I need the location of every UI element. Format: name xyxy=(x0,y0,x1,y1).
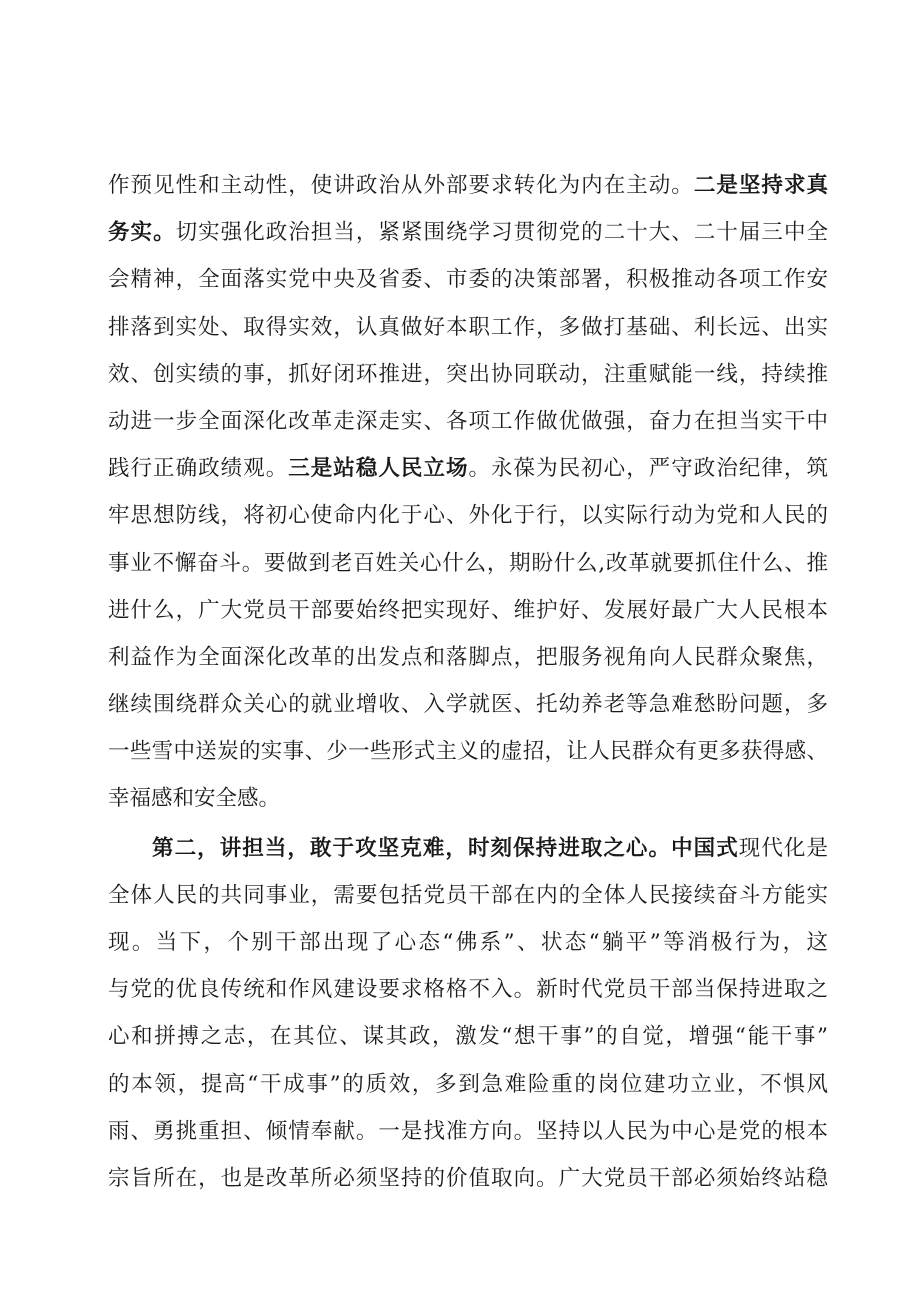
text-line: 利益作为全面深化改革的出发点和落脚点，把服务视角向人民群众聚焦， xyxy=(108,644,828,670)
paragraph-1 xyxy=(108,162,828,823)
text-line: 牢思想防线，将初心使命内化于心、外化于行，以实际行动为党和人民的 xyxy=(108,503,828,529)
text-line: 践行正确政绩观。三是站稳人民立场。永葆为民初心，严守政治纪律，筑 xyxy=(108,456,828,482)
document-body xyxy=(108,162,828,1202)
text-line: 的本领，提高“干成事”的质效，多到急难险重的岗位建功立业，不惧风 xyxy=(108,1071,828,1097)
text-line: 事业不懈奋斗。要做到老百姓关心什么，期盼什么,改革就要抓住什么、推 xyxy=(108,550,828,576)
text-line: 务实。切实强化政治担当，紧紧围绕学习贯彻党的二十大、二十届三中全 xyxy=(108,220,828,246)
bold-heading: 二是坚持求真 xyxy=(693,173,828,198)
text-line: 宗旨所在，也是改革所必须坚持的价值取向。广大党员干部必须始终站稳 xyxy=(108,1165,828,1191)
bold-heading: 务实。 xyxy=(108,220,176,246)
text-line: 会精神，全面落实党中央及省委、市委的决策部署，积极推动各项工作安 xyxy=(108,267,828,293)
text-line: 第二，讲担当，敢于攻坚克难，时刻保持进取之心。中国式现代化是 xyxy=(152,835,828,861)
text-line: 效、创实绩的事，抓好闭环推进，突出协同联动，注重赋能一线，持续推 xyxy=(108,361,828,387)
bold-heading: 三是站稳人民立场 xyxy=(288,456,469,482)
text-line: 雨、勇挑重担、倾情奉献。一是找准方向。坚持以人民为中心是党的根本 xyxy=(108,1118,828,1144)
text-line: 进什么，广大党员干部要始终把实现好、维护好、发展好最广大人民根本 xyxy=(108,597,828,623)
text-line: 一些雪中送炭的实事、少一些形式主义的虚招，让人民群众有更多获得感、 xyxy=(108,739,828,765)
text-line: 作预见性和主动性，使讲政治从外部要求转化为内在主动。二是坚持求真 xyxy=(108,173,828,198)
text-line: 动进一步全面深化改革走深走实、各项工作做优做强，奋力在担当实干中 xyxy=(108,408,828,434)
text-line: 心和拼搏之志，在其位、谋其政，激发“想干事”的自觉，增强“能干事” xyxy=(108,1024,828,1050)
text-line: 现。当下，个别干部出现了心态“佛系”、状态“躺平”等消极行为，这 xyxy=(108,930,828,955)
paragraph-2 xyxy=(108,825,828,1203)
text-line: 全体人民的共同事业，需要包括党员干部在内的全体人民接续奋斗方能实 xyxy=(108,882,828,908)
text-line: 继续围绕群众关心的就业增收、入学就医、托幼养老等急难愁盼问题，多 xyxy=(108,692,828,718)
text-line: 幸福感和安全感。 xyxy=(108,786,281,812)
text-line: 与党的优良传统和作风建设要求格格不入。新时代党员干部当保持进取之 xyxy=(108,977,828,1003)
text-line: 排落到实处、取得实效，认真做好本职工作，多做打基础、利长远、出实 xyxy=(108,314,828,340)
section-heading: 第二，讲担当，敢于攻坚克难，时刻保持进取之心。中国式 xyxy=(152,835,739,861)
